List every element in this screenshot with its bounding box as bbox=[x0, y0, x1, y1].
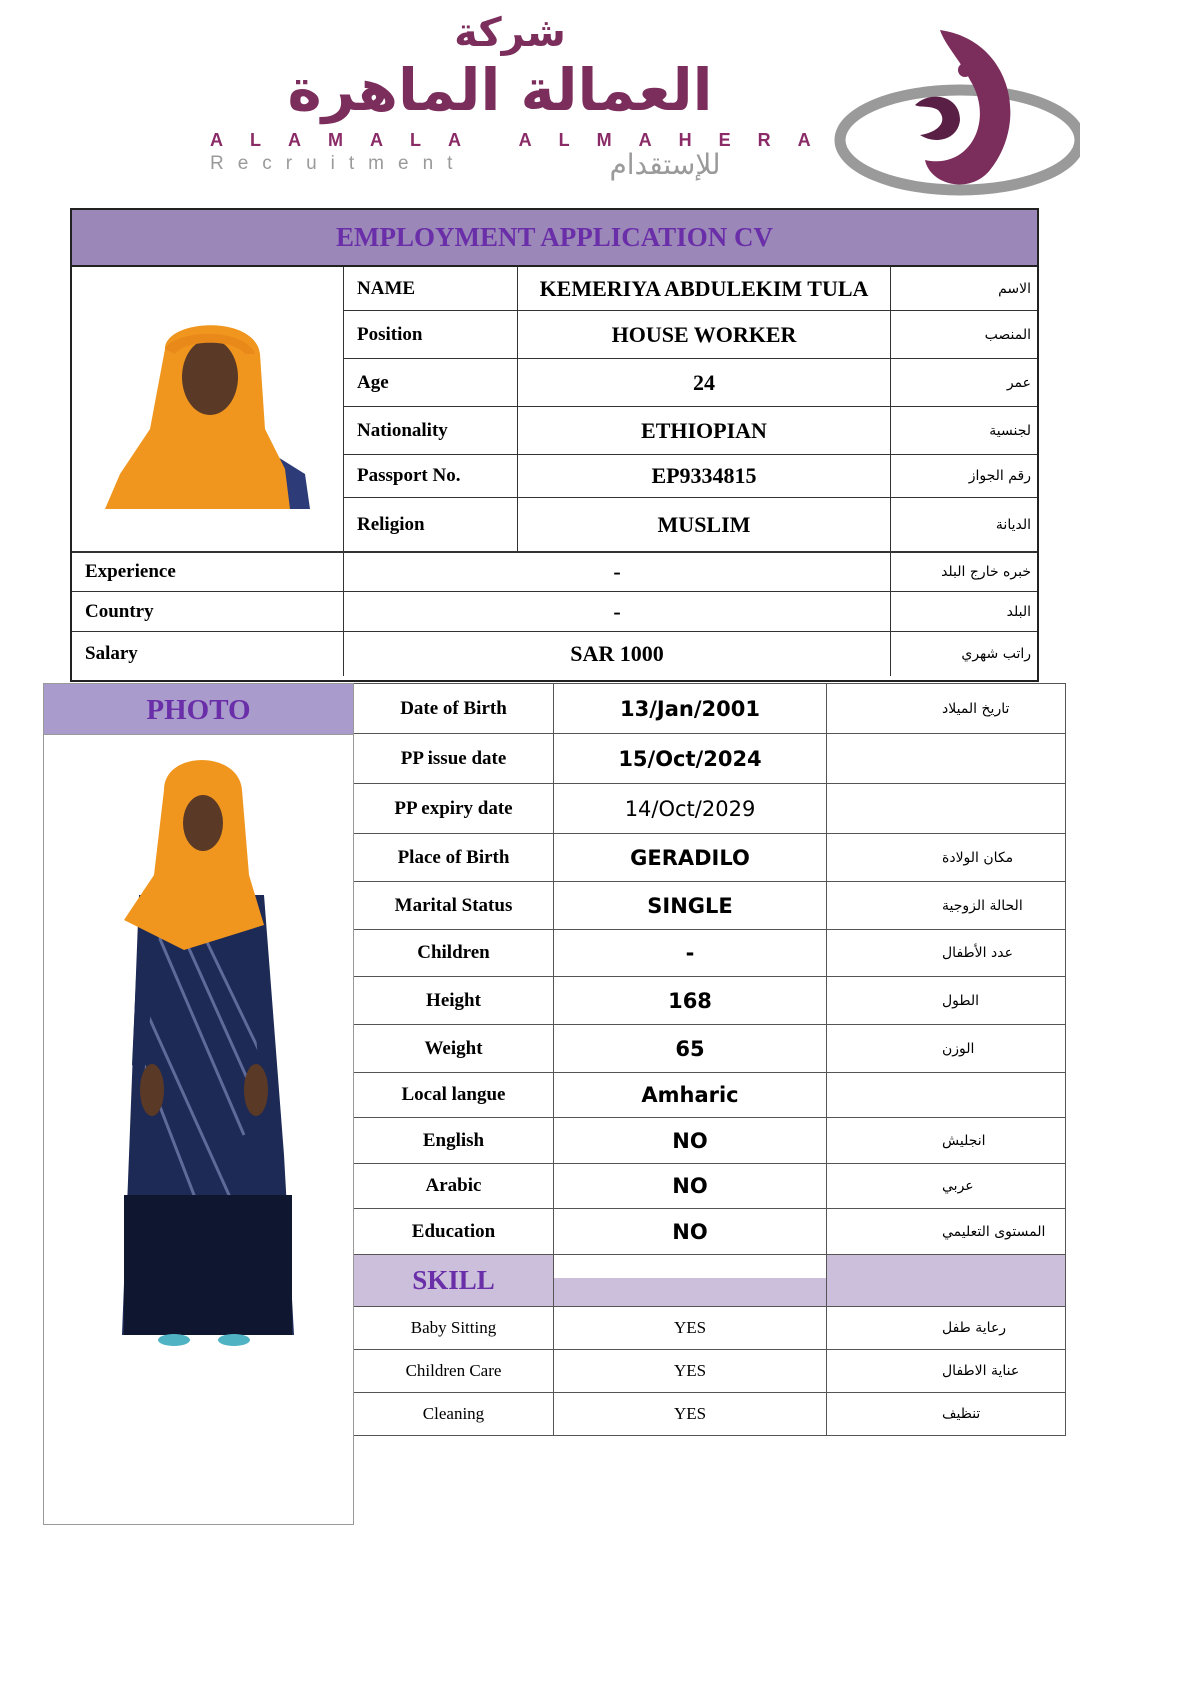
full-photo-panel bbox=[43, 683, 354, 1525]
nationality-arabic: لجنسية bbox=[891, 407, 1037, 455]
name-value: KEMERIYA ABDULEKIM TULA bbox=[518, 267, 891, 311]
logo-english-tagline: Recruitment bbox=[210, 153, 467, 174]
arabic-value: NO bbox=[554, 1164, 827, 1209]
weight-arabic: الوزن bbox=[827, 1025, 1066, 1073]
pp-issue-label: PP issue date bbox=[354, 734, 554, 784]
english-arabic: انجليش bbox=[827, 1118, 1066, 1164]
full-body-photo bbox=[44, 735, 353, 1385]
local-language-label: Local langue bbox=[354, 1073, 554, 1118]
religion-label: Religion bbox=[344, 498, 518, 552]
children-arabic: عدد الأطفال bbox=[827, 930, 1066, 977]
nationality-label: Nationality bbox=[344, 407, 518, 455]
pp-expiry-label: PP expiry date bbox=[354, 784, 554, 834]
skill-cleaning-arabic: تنظيف bbox=[827, 1393, 1066, 1436]
skill-baby-sitting-value: YES bbox=[554, 1307, 827, 1350]
english-label: English bbox=[354, 1118, 554, 1164]
skill-cleaning-value: YES bbox=[554, 1393, 827, 1436]
logo-arabic-company: شركة bbox=[454, 10, 566, 56]
education-value: NO bbox=[554, 1209, 827, 1255]
experience-value: - bbox=[344, 552, 891, 592]
pp-issue-value: 15/Oct/2024 bbox=[554, 734, 827, 784]
name-label: NAME bbox=[344, 267, 518, 311]
age-value: 24 bbox=[518, 359, 891, 407]
skill-header-right bbox=[827, 1255, 1066, 1307]
skill-children-care-value: YES bbox=[554, 1350, 827, 1393]
country-value: - bbox=[344, 592, 891, 632]
height-label: Height bbox=[354, 977, 554, 1025]
weight-label: Weight bbox=[354, 1025, 554, 1073]
salary-value: SAR 1000 bbox=[344, 632, 891, 676]
marital-value: SINGLE bbox=[554, 882, 827, 930]
skill-header: SKILL bbox=[354, 1255, 554, 1307]
passport-value: EP9334815 bbox=[518, 455, 891, 498]
local-language-value: Amharic bbox=[554, 1073, 827, 1118]
company-logo bbox=[200, 10, 1100, 200]
logo-emblem-icon bbox=[820, 10, 1080, 200]
pp-expiry-value: 14/Oct/2029 bbox=[554, 784, 827, 834]
height-value: 168 bbox=[554, 977, 827, 1025]
marital-arabic: الحالة الزوجية bbox=[827, 882, 1066, 930]
cv-summary-table bbox=[70, 208, 1039, 682]
local-language-arabic bbox=[827, 1073, 1066, 1118]
position-label: Position bbox=[344, 311, 518, 359]
marital-label: Marital Status bbox=[354, 882, 554, 930]
cv-title: EMPLOYMENT APPLICATION CV bbox=[72, 210, 1037, 267]
skill-children-care-label: Children Care bbox=[354, 1350, 554, 1393]
passport-label: Passport No. bbox=[344, 455, 518, 498]
passport-arabic: رقم الجواز bbox=[891, 455, 1037, 498]
headshot-photo bbox=[105, 309, 310, 509]
dob-value: 13/Jan/2001 bbox=[554, 684, 827, 734]
pp-expiry-arabic bbox=[827, 784, 1066, 834]
position-value: HOUSE WORKER bbox=[518, 311, 891, 359]
experience-arabic: خبره خارج البلد bbox=[891, 552, 1037, 592]
height-arabic: الطول bbox=[827, 977, 1066, 1025]
arabic-arabic: عربي bbox=[827, 1164, 1066, 1209]
experience-label: Experience bbox=[72, 552, 344, 592]
country-arabic: البلد bbox=[891, 592, 1037, 632]
birthplace-label: Place of Birth bbox=[354, 834, 554, 882]
religion-arabic: الديانة bbox=[891, 498, 1037, 552]
education-arabic: المستوى التعليمي bbox=[827, 1209, 1066, 1255]
country-label: Country bbox=[72, 592, 344, 632]
skill-cleaning-label: Cleaning bbox=[354, 1393, 554, 1436]
age-label: Age bbox=[344, 359, 518, 407]
skill-baby-sitting-label: Baby Sitting bbox=[354, 1307, 554, 1350]
skill-baby-sitting-arabic: رعاية طفل bbox=[827, 1307, 1066, 1350]
age-arabic: عمر bbox=[891, 359, 1037, 407]
religion-value: MUSLIM bbox=[518, 498, 891, 552]
birthplace-value: GERADILO bbox=[554, 834, 827, 882]
headshot-photo-cell bbox=[72, 267, 344, 552]
dob-arabic: تاريخ الميلاد bbox=[827, 684, 1066, 734]
children-value: - bbox=[554, 930, 827, 977]
pp-issue-arabic bbox=[827, 734, 1066, 784]
salary-label: Salary bbox=[72, 632, 344, 676]
skill-children-care-arabic: عناية الاطفال bbox=[827, 1350, 1066, 1393]
name-arabic: الاسم bbox=[891, 267, 1037, 311]
logo-english-name: ALAMALA ALMAHERA bbox=[210, 130, 838, 150]
education-label: Education bbox=[354, 1209, 554, 1255]
salary-arabic: راتب شهري bbox=[961, 646, 1031, 662]
english-value: NO bbox=[554, 1118, 827, 1164]
dob-label: Date of Birth bbox=[354, 684, 554, 734]
arabic-label: Arabic bbox=[354, 1164, 554, 1209]
skill-header-mid bbox=[554, 1255, 827, 1307]
nationality-value: ETHIOPIAN bbox=[518, 407, 891, 455]
details-table bbox=[354, 683, 1066, 1438]
children-label: Children bbox=[354, 930, 554, 977]
weight-value: 65 bbox=[554, 1025, 827, 1073]
logo-arabic-name: العمالة الماهرة bbox=[287, 56, 713, 124]
birthplace-arabic: مكان الولادة bbox=[827, 834, 1066, 882]
position-arabic: المنصب bbox=[891, 311, 1037, 359]
photo-header: PHOTO bbox=[44, 684, 353, 735]
logo-arabic-tagline: للإستقدام bbox=[609, 148, 721, 181]
